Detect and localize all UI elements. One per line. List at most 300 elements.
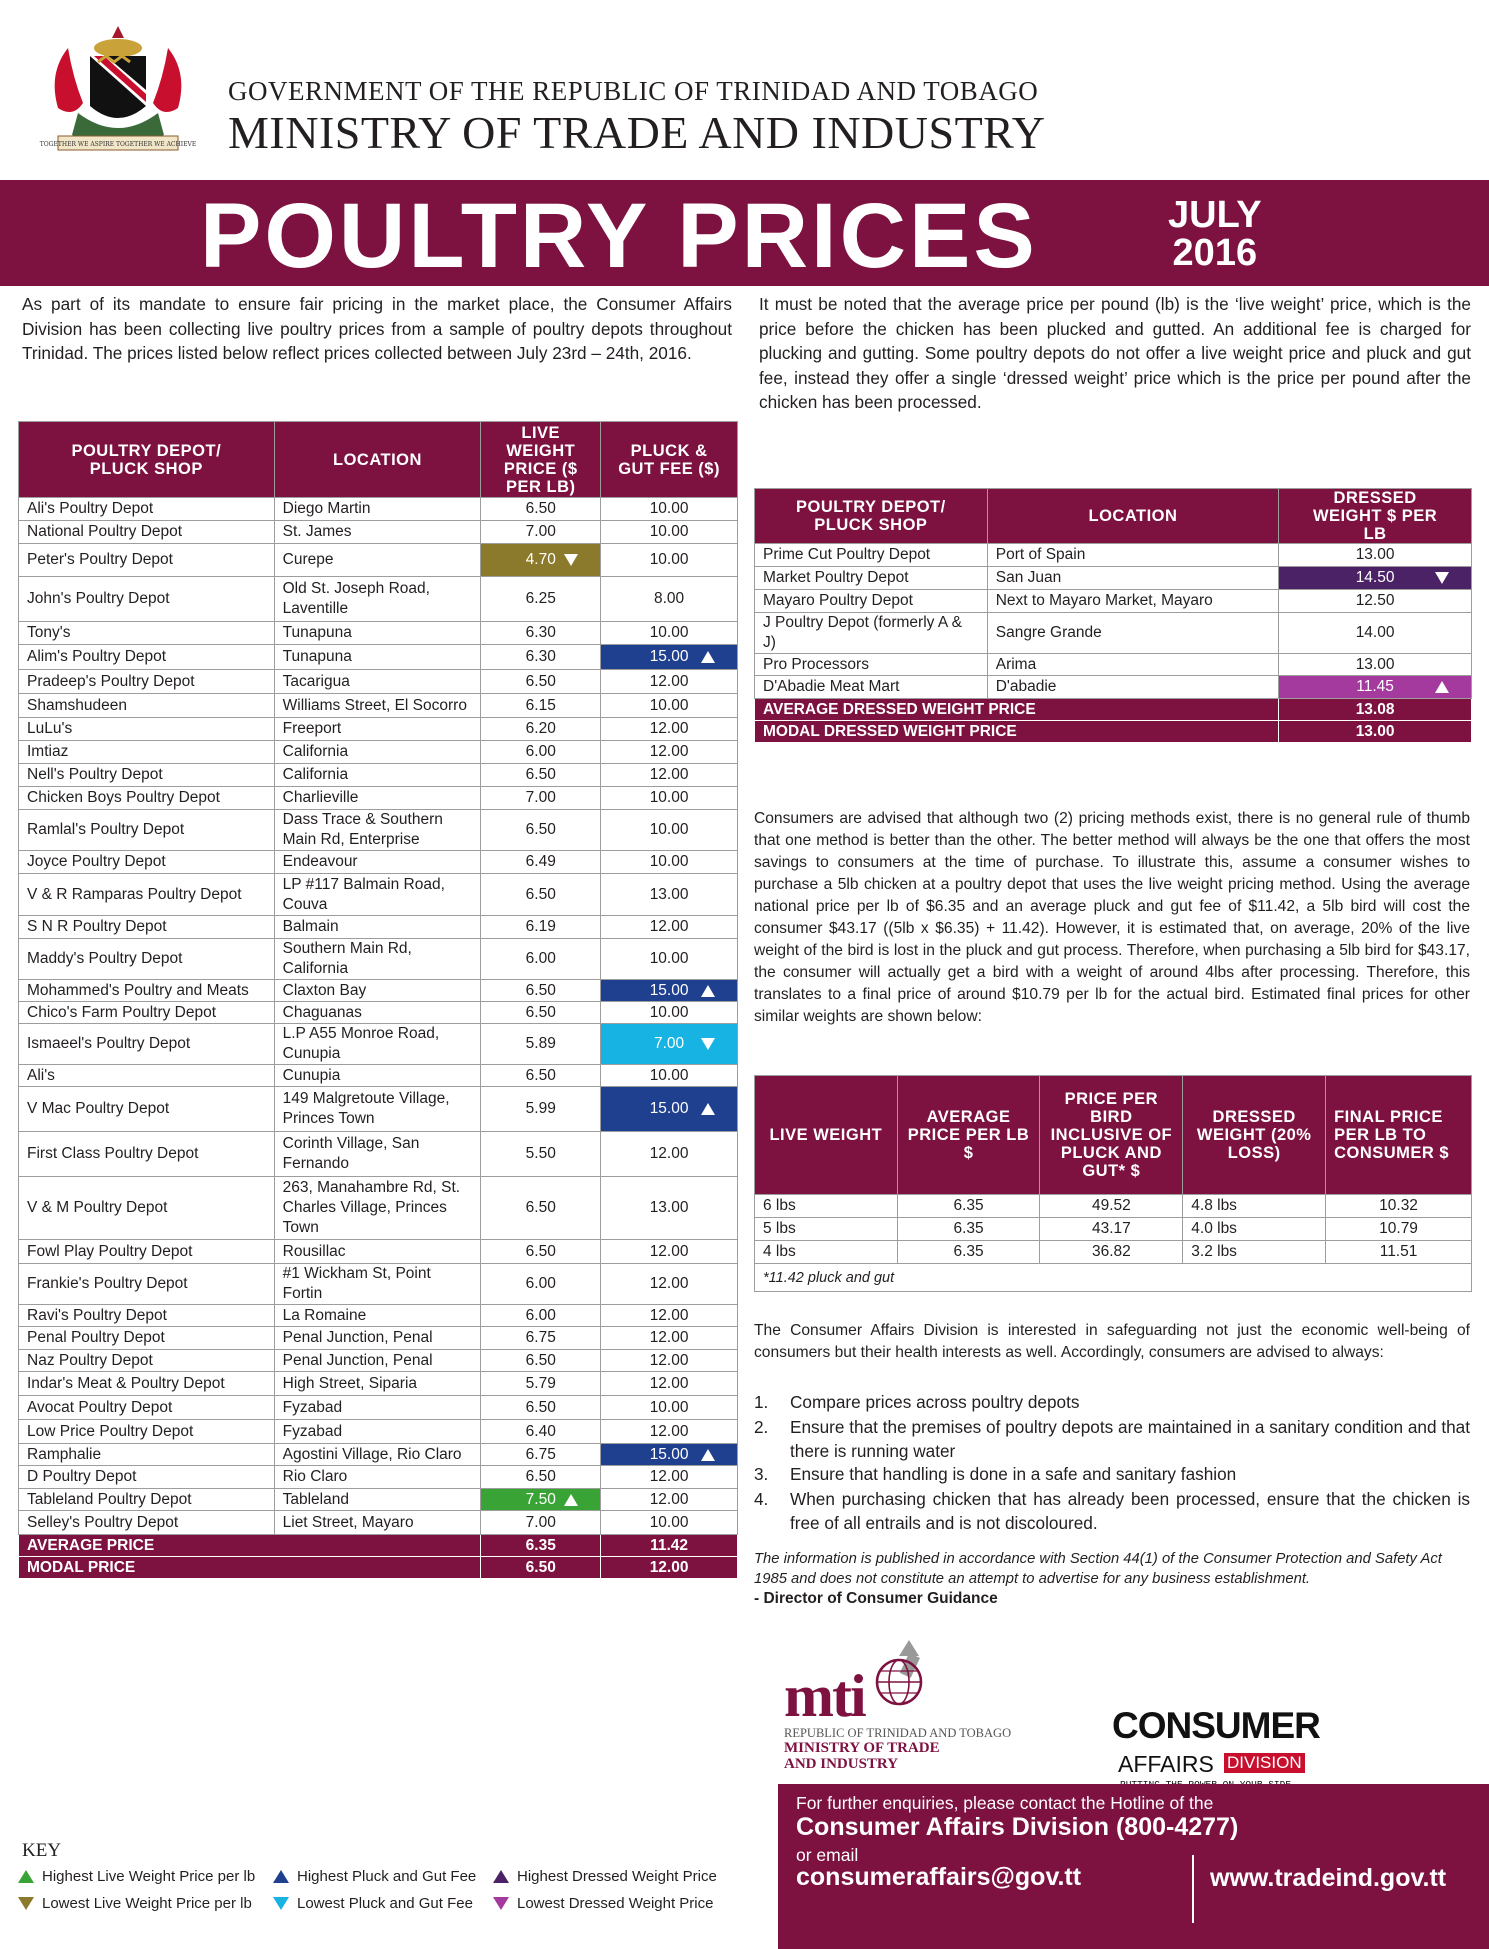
- fee-cell: 10.00: [601, 1065, 738, 1087]
- intro-left-paragraph: As part of its mandate to ensure fair pricing in the market place, the Consumer Affairs Division has been collecting live poultry prices from a sample of poultry depots throughout Trinidad. The prices listed below reflect prices collected between July 23rd – 24th, 2016.: [22, 294, 732, 363]
- table-row: [19, 764, 738, 787]
- location-cell: L.P A55 Monroe Road, Cunupia: [274, 1024, 481, 1065]
- legend-item: [493, 1895, 713, 1912]
- location-cell: Sangre Grande: [987, 613, 1278, 654]
- dressed-weight-table: [754, 488, 1472, 743]
- price-cell: 7.00: [481, 787, 601, 810]
- average-row: [19, 1535, 738, 1557]
- fee-cell: 12.00: [601, 1466, 738, 1489]
- depot-cell: Ismaeel's Poultry Depot: [19, 1024, 275, 1065]
- fee-cell: 15.00: [601, 1444, 738, 1466]
- depot-cell: Ramphalie: [19, 1444, 275, 1466]
- table-row: [19, 1177, 738, 1240]
- fee-cell: 13.00: [601, 1177, 738, 1240]
- fee-cell: 12.00: [601, 1305, 738, 1327]
- depot-cell: Joyce Poultry Depot: [19, 851, 275, 874]
- header-dressed-weight: DRESSED WEIGHT $ PER LB: [1279, 489, 1472, 544]
- table-row: [19, 622, 738, 645]
- table-row: [19, 718, 738, 741]
- price-cell: 6.00: [481, 1264, 601, 1305]
- fee-cell: 12.00: [601, 1240, 738, 1264]
- price-cell: 6.50: [481, 980, 601, 1002]
- intro-right-paragraph: It must be noted that the average price per pound (lb) is the ‘live weight’ price, which is the price before the chicken has been plucked and gutted. An additional fee is charged for plucking and gutting. Some poultry depots do not offer a live weight price and pluck and gut fee, instead they offer a single ‘dressed weight’ price which is the price per pound after the chicken has been processed.: [759, 294, 1471, 412]
- fee-cell: 12.00: [601, 916, 738, 939]
- fee-cell: 12.00: [601, 1327, 738, 1350]
- footer-website-link[interactable]: www.tradeind.gov.tt: [1210, 1864, 1447, 1892]
- triangle-down-icon: [701, 1038, 715, 1050]
- price-cell: 11.45: [1279, 676, 1472, 699]
- table-row: [19, 1466, 738, 1489]
- location-cell: Cunupia: [274, 1065, 481, 1087]
- depot-cell: Penal Poultry Depot: [19, 1327, 275, 1350]
- fee-cell: 10.00: [601, 851, 738, 874]
- depot-cell: J Poultry Depot (formerly A & J): [755, 613, 988, 654]
- price-cell: 6.25: [481, 577, 601, 622]
- triangle-up-icon: [273, 1870, 289, 1883]
- price-cell: 6.19: [481, 916, 601, 939]
- live-weight-cell: 5 lbs: [755, 1218, 898, 1241]
- list-number: 2.: [754, 1417, 769, 1437]
- footer-divider: [1192, 1855, 1194, 1923]
- table-row: [19, 577, 738, 622]
- location-cell: Fyzabad: [274, 1396, 481, 1420]
- live-weight-cell: 4 lbs: [755, 1241, 898, 1264]
- triangle-down-icon: [1435, 572, 1449, 584]
- price-cell: 6.50: [481, 1002, 601, 1024]
- triangle-down-icon: [493, 1897, 509, 1910]
- legend-label: Lowest Live Weight Price per lb: [42, 1895, 252, 1912]
- triangle-down-icon: [564, 554, 578, 566]
- price-cell: 6.30: [481, 645, 601, 670]
- table-row: [19, 1240, 738, 1264]
- location-cell: 263, Manahambre Rd, St. Charles Village, Princes Town: [274, 1177, 481, 1240]
- depot-cell: Mohammed's Poultry and Meats: [19, 980, 275, 1002]
- bird-price-cell: 36.82: [1040, 1241, 1183, 1264]
- table-row: [19, 1444, 738, 1466]
- location-cell: #1 Wickham St, Point Fortin: [274, 1264, 481, 1305]
- depot-cell: Tableland Poultry Depot: [19, 1489, 275, 1511]
- location-cell: Rio Claro: [274, 1466, 481, 1489]
- header-live-weight: LIVE WEIGHT PRICE ($ PER LB): [481, 422, 601, 498]
- location-cell: La Romaine: [274, 1305, 481, 1327]
- price-cell: 5.79: [481, 1372, 601, 1396]
- depot-cell: V Mac Poultry Depot: [19, 1087, 275, 1132]
- footer-email-link[interactable]: consumeraffairs@gov.tt: [796, 1863, 1082, 1891]
- table-row: [755, 676, 1472, 699]
- fee-cell: 10.00: [601, 1002, 738, 1024]
- price-cell: 7.00: [481, 1511, 601, 1535]
- depot-cell: Low Price Poultry Depot: [19, 1420, 275, 1444]
- average-price-cell: 6.35: [897, 1218, 1040, 1241]
- location-cell: Freeport: [274, 718, 481, 741]
- list-item: [754, 1462, 1470, 1486]
- legend-label: Lowest Dressed Weight Price: [517, 1895, 714, 1912]
- key-title: KEY: [22, 1840, 62, 1861]
- triangle-up-icon: [701, 985, 715, 997]
- table-row: [19, 670, 738, 694]
- price-cell: 6.75: [481, 1444, 601, 1466]
- list-text: Ensure that the premises of poultry depots are maintained in a sanitary condition and that there is running water: [790, 1417, 1470, 1461]
- location-cell: Arima: [987, 654, 1278, 676]
- fee-cell: 12.00: [601, 1489, 738, 1511]
- legend-item: [18, 1895, 252, 1912]
- table-row: [19, 810, 738, 851]
- header-depot: POULTRY DEPOT/ PLUCK SHOP: [755, 489, 988, 544]
- depot-cell: Ali's: [19, 1065, 275, 1087]
- table-row: [19, 741, 738, 764]
- footer-or-email: or email: [796, 1845, 859, 1865]
- legend-label: Highest Live Weight Price per lb: [42, 1868, 256, 1885]
- location-cell: D'abadie: [987, 676, 1278, 699]
- table-row: [19, 916, 738, 939]
- table-row: [19, 1511, 738, 1535]
- mti-subtitle: AND INDUSTRY: [784, 1756, 899, 1772]
- ca-wordmark: CONSUMER: [1112, 1705, 1320, 1746]
- location-cell: Port of Spain: [987, 544, 1278, 567]
- table-row: [19, 544, 738, 577]
- fee-cell: 10.00: [601, 1511, 738, 1535]
- triangle-up-icon: [701, 1449, 715, 1461]
- fee-cell: 12.00: [601, 1350, 738, 1372]
- depot-cell: Selley's Poultry Depot: [19, 1511, 275, 1535]
- table-row: [19, 874, 738, 916]
- price-cell: 6.75: [481, 1327, 601, 1350]
- table-row: [755, 590, 1472, 613]
- location-cell: Old St. Joseph Road, Laventille: [274, 577, 481, 622]
- table-row: [19, 521, 738, 544]
- fee-cell: 15.00: [601, 980, 738, 1002]
- table-row: [755, 1195, 1472, 1218]
- list-number: 3.: [754, 1464, 769, 1484]
- price-cell: 7.50: [481, 1489, 601, 1511]
- header-dressed-weight: DRESSED WEIGHT (20% LOSS): [1183, 1076, 1326, 1195]
- month-label: JULY: [1168, 194, 1262, 236]
- globe-icon: [864, 1640, 954, 1720]
- ca-affairs: AFFAIRS: [1118, 1751, 1214, 1777]
- fee-cell: 10.00: [601, 544, 738, 577]
- mti-wordmark: mti: [784, 1663, 865, 1729]
- location-cell: 149 Malgretoute Village, Princes Town: [274, 1087, 481, 1132]
- table-row: [755, 1218, 1472, 1241]
- location-cell: Chaguanas: [274, 1002, 481, 1024]
- depot-cell: Maddy's Poultry Depot: [19, 939, 275, 980]
- header-average-price: AVERAGE PRICE PER LB $: [897, 1076, 1040, 1195]
- depot-cell: D Poultry Depot: [19, 1466, 275, 1489]
- price-cell: 6.50: [481, 498, 601, 521]
- summary-fee: 12.00: [601, 1557, 738, 1579]
- price-cell: 5.50: [481, 1132, 601, 1177]
- triangle-up-icon: [701, 651, 715, 663]
- table-row: [19, 1305, 738, 1327]
- depot-cell: V & M Poultry Depot: [19, 1177, 275, 1240]
- price-cell: 14.50: [1279, 567, 1472, 590]
- list-text: Ensure that handling is done in a safe and sanitary fashion: [790, 1464, 1237, 1484]
- footer-enquiries: For further enquiries, please contact the Hotline of the: [796, 1793, 1214, 1813]
- table-row: [19, 1327, 738, 1350]
- triangle-up-icon: [493, 1870, 509, 1883]
- footnote: *11.42 pluck and gut: [755, 1264, 1472, 1292]
- header-pluck-fee: PLUCK & GUT FEE ($): [601, 422, 738, 498]
- fee-cell: 12.00: [601, 741, 738, 764]
- depot-cell: Chico's Farm Poultry Depot: [19, 1002, 275, 1024]
- ca-division: DIVISION: [1224, 1753, 1305, 1773]
- location-cell: Agostini Village, Rio Claro: [274, 1444, 481, 1466]
- price-cell: 6.50: [481, 764, 601, 787]
- price-cell: 7.00: [481, 521, 601, 544]
- depot-cell: V & R Ramparas Poultry Depot: [19, 874, 275, 916]
- list-text: Compare prices across poultry depots: [790, 1392, 1080, 1412]
- table-row: [19, 1350, 738, 1372]
- weight-comparison-table: [754, 1075, 1472, 1292]
- table-row: [19, 1087, 738, 1132]
- fee-cell: 12.00: [601, 718, 738, 741]
- health-intro: The Consumer Affairs Division is interested in safeguarding not just the economic well-being of consumers but their health interests as well. Accordingly, consumers are advised to always:: [754, 1322, 1470, 1361]
- legend-item: [273, 1895, 473, 1912]
- location-cell: Balmain: [274, 916, 481, 939]
- header-depot: POULTRY DEPOT/ PLUCK SHOP: [19, 422, 275, 498]
- location-cell: Claxton Bay: [274, 980, 481, 1002]
- price-cell: 6.50: [481, 1466, 601, 1489]
- depot-cell: Chicken Boys Poultry Depot: [19, 787, 275, 810]
- location-cell: California: [274, 764, 481, 787]
- depot-cell: Tony's: [19, 622, 275, 645]
- header-location: LOCATION: [987, 489, 1278, 544]
- depot-cell: Mayaro Poultry Depot: [755, 590, 988, 613]
- location-cell: St. James: [274, 521, 481, 544]
- fee-cell: 12.00: [601, 1264, 738, 1305]
- location-cell: Williams Street, El Socorro: [274, 694, 481, 718]
- date-label: [1168, 196, 1262, 272]
- table-row: [19, 1372, 738, 1396]
- price-cell: 6.15: [481, 694, 601, 718]
- fee-cell: 8.00: [601, 577, 738, 622]
- depot-cell: S N R Poultry Depot: [19, 916, 275, 939]
- fee-cell: 12.00: [601, 1420, 738, 1444]
- depot-cell: Fowl Play Poultry Depot: [19, 1240, 275, 1264]
- location-cell: Corinth Village, San Fernando: [274, 1132, 481, 1177]
- signoff: - Director of Consumer Guidance: [754, 1590, 998, 1607]
- depot-cell: D'Abadie Meat Mart: [755, 676, 988, 699]
- depot-cell: Peter's Poultry Depot: [19, 544, 275, 577]
- fee-cell: 15.00: [601, 1087, 738, 1132]
- legend-item: [493, 1868, 717, 1885]
- price-cell: 6.50: [481, 670, 601, 694]
- table-row: [19, 1002, 738, 1024]
- location-cell: Curepe: [274, 544, 481, 577]
- location-cell: Penal Junction, Penal: [274, 1327, 481, 1350]
- location-cell: Tacarigua: [274, 670, 481, 694]
- fee-cell: 15.00: [601, 645, 738, 670]
- fee-cell: 10.00: [601, 521, 738, 544]
- page-title: POULTRY PRICES: [200, 185, 1038, 287]
- fee-cell: 10.00: [601, 694, 738, 718]
- table-row: [755, 1241, 1472, 1264]
- fee-cell: 12.00: [601, 764, 738, 787]
- legend-label: Highest Pluck and Gut Fee: [297, 1868, 477, 1885]
- header-final-price: FINAL PRICE PER LB TO CONSUMER $: [1326, 1076, 1472, 1195]
- location-cell: Endeavour: [274, 851, 481, 874]
- location-cell: Fyzabad: [274, 1420, 481, 1444]
- price-cell: 6.00: [481, 1305, 601, 1327]
- price-cell: 12.50: [1279, 590, 1472, 613]
- location-cell: Tunapuna: [274, 622, 481, 645]
- triangle-up-icon: [701, 1103, 715, 1115]
- price-cell: 6.50: [481, 810, 601, 851]
- location-cell: Liet Street, Mayaro: [274, 1511, 481, 1535]
- fee-cell: 10.00: [601, 787, 738, 810]
- triangle-down-icon: [273, 1897, 289, 1910]
- location-cell: California: [274, 741, 481, 764]
- legend: [18, 1868, 758, 1928]
- table-row: [19, 1024, 738, 1065]
- price-cell: 5.89: [481, 1024, 601, 1065]
- price-cell: 6.50: [481, 1065, 601, 1087]
- footer-hotline: Consumer Affairs Division (800-4277): [796, 1813, 1239, 1841]
- depot-cell: Ali's Poultry Depot: [19, 498, 275, 521]
- live-weight-table: [18, 421, 738, 1579]
- disclaimer: The information is published in accordance with Section 44(1) of the Consumer Protection and Safety Act 1985 and does not constitute an attempt to advertise for any business establishment.: [754, 1551, 1442, 1587]
- location-cell: Penal Junction, Penal: [274, 1350, 481, 1372]
- fee-cell: 7.00: [601, 1024, 738, 1065]
- year-label: 2016: [1172, 232, 1258, 274]
- table-row: [19, 1132, 738, 1177]
- depot-cell: Indar's Meat & Poultry Depot: [19, 1372, 275, 1396]
- mti-subtitle: REPUBLIC OF TRINIDAD AND TOBAGO: [784, 1726, 1012, 1740]
- list-item: [754, 1390, 1470, 1414]
- depot-cell: National Poultry Depot: [19, 521, 275, 544]
- location-cell: LP #117 Balmain Road, Couva: [274, 874, 481, 916]
- price-cell: 13.00: [1279, 544, 1472, 567]
- table-row: [19, 645, 738, 670]
- summary-price: 13.00: [1279, 721, 1472, 743]
- list-number: 1.: [754, 1392, 769, 1412]
- table-row: [755, 567, 1472, 590]
- price-cell: 14.00: [1279, 613, 1472, 654]
- price-cell: 6.50: [481, 1177, 601, 1240]
- ministry-heading: MINISTRY OF TRADE AND INDUSTRY: [228, 107, 1046, 158]
- location-cell: Dass Trace & Southern Main Rd, Enterprise: [274, 810, 481, 851]
- depot-cell: Prime Cut Poultry Depot: [755, 544, 988, 567]
- price-cell: 6.50: [481, 1396, 601, 1420]
- fee-cell: 12.00: [601, 1132, 738, 1177]
- price-cell: 6.50: [481, 874, 601, 916]
- fee-cell: 10.00: [601, 939, 738, 980]
- legend-label: Lowest Pluck and Gut Fee: [297, 1895, 473, 1912]
- triangle-up-icon: [564, 1494, 578, 1506]
- fee-cell: 12.00: [601, 1372, 738, 1396]
- depot-cell: Ramlal's Poultry Depot: [19, 810, 275, 851]
- bird-price-cell: 43.17: [1040, 1218, 1183, 1241]
- mti-subtitle: MINISTRY OF TRADE: [784, 1740, 940, 1756]
- table-row: [19, 1420, 738, 1444]
- price-cell: 6.40: [481, 1420, 601, 1444]
- depot-cell: Naz Poultry Depot: [19, 1350, 275, 1372]
- table-row: [19, 851, 738, 874]
- summary-price: 13.08: [1279, 699, 1472, 721]
- table-row: [19, 787, 738, 810]
- depot-cell: Imtiaz: [19, 741, 275, 764]
- fee-cell: 10.00: [601, 810, 738, 851]
- average-price-cell: 6.35: [897, 1195, 1040, 1218]
- location-cell: Rousillac: [274, 1240, 481, 1264]
- summary-label: MODAL PRICE: [19, 1557, 481, 1579]
- depot-cell: Ravi's Poultry Depot: [19, 1305, 275, 1327]
- depot-cell: Shamshudeen: [19, 694, 275, 718]
- triangle-down-icon: [18, 1897, 34, 1910]
- final-price-cell: 10.79: [1326, 1218, 1472, 1241]
- depot-cell: Alim's Poultry Depot: [19, 645, 275, 670]
- table-row: [19, 1489, 738, 1511]
- average-row: [755, 699, 1472, 721]
- depot-cell: Nell's Poultry Depot: [19, 764, 275, 787]
- list-item: [754, 1415, 1470, 1463]
- fee-cell: 13.00: [601, 874, 738, 916]
- price-cell: 6.50: [481, 1350, 601, 1372]
- modal-row: [19, 1557, 738, 1579]
- average-price-cell: 6.35: [897, 1241, 1040, 1264]
- footnote-row: [755, 1264, 1472, 1292]
- header-location: LOCATION: [274, 422, 481, 498]
- list-number: 4.: [754, 1489, 769, 1509]
- table-row: [19, 1396, 738, 1420]
- table-row: [755, 544, 1472, 567]
- depot-cell: Avocat Poultry Depot: [19, 1396, 275, 1420]
- triangle-up-icon: [18, 1870, 34, 1883]
- legend-label: Highest Dressed Weight Price: [517, 1868, 717, 1885]
- dressed-weight-cell: 3.2 lbs: [1183, 1241, 1326, 1264]
- summary-price: 6.50: [481, 1557, 601, 1579]
- table-row: [19, 939, 738, 980]
- price-cell: 6.00: [481, 939, 601, 980]
- depot-cell: First Class Poultry Depot: [19, 1132, 275, 1177]
- legend-item: [18, 1868, 255, 1885]
- mti-logo: [784, 1640, 1074, 1770]
- price-cell: 13.00: [1279, 654, 1472, 676]
- summary-label: AVERAGE DRESSED WEIGHT PRICE: [755, 699, 1279, 721]
- coat-of-arms-icon: [38, 18, 198, 168]
- price-cell: 6.49: [481, 851, 601, 874]
- table-row: [755, 613, 1472, 654]
- depot-cell: Market Poultry Depot: [755, 567, 988, 590]
- price-cell: 6.00: [481, 741, 601, 764]
- table-row: [19, 498, 738, 521]
- fee-cell: 10.00: [601, 1396, 738, 1420]
- consumer-affairs-logo: [1110, 1705, 1360, 1785]
- svg-text:TOGETHER WE ASPIRE TOGETHER W: TOGETHER WE ASPIRE TOGETHER WE ACHIEVE: [39, 141, 197, 148]
- location-cell: Diego Martin: [274, 498, 481, 521]
- price-cell: 6.50: [481, 1240, 601, 1264]
- summary-label: MODAL DRESSED WEIGHT PRICE: [755, 721, 1279, 743]
- table-row: [19, 1065, 738, 1087]
- location-cell: Charlieville: [274, 787, 481, 810]
- table-row: [755, 654, 1472, 676]
- depot-cell: Pro Processors: [755, 654, 988, 676]
- location-cell: Southern Main Rd, California: [274, 939, 481, 980]
- live-weight-cell: 6 lbs: [755, 1195, 898, 1218]
- location-cell: Next to Mayaro Market, Mayaro: [987, 590, 1278, 613]
- depot-cell: Pradeep's Poultry Depot: [19, 670, 275, 694]
- list-item: [754, 1487, 1470, 1535]
- location-cell: High Street, Siparia: [274, 1372, 481, 1396]
- price-cell: 6.30: [481, 622, 601, 645]
- depot-cell: LuLu's: [19, 718, 275, 741]
- header-price-per-bird: PRICE PER BIRD INCLUSIVE OF PLUCK AND GUT* $: [1040, 1076, 1183, 1195]
- depot-cell: John's Poultry Depot: [19, 577, 275, 622]
- dressed-weight-cell: 4.8 lbs: [1183, 1195, 1326, 1218]
- table-row: [19, 694, 738, 718]
- advice-paragraph: Consumers are advised that although two (2) pricing methods exist, there is no general rule of thumb that one method is better than the other. The better method will always be the one that offers the most savings to consumers at the time of purchase. To illustrate this, assume a consumer wishes to purchase a 5lb chicken at a poultry depot that uses the live weight pricing method. Using the average national price per lb of $6.35 and an average pluck and gut fee of $11.42, a 5lb bird will cost the consumer $43.17 ((5lb x $6.35) + 11.42). However, it is estimated that, on average, 20% of the live weight of the bird is lost in the pluck and gut process. Therefore, when purchasing a 5lb bird for $43.17, the consumer will actually get a bird with a weight of around 4lbs after processing. Therefore, this translates to a final price of around $10.79 per lb for the actual bird. Estimated final prices for other similar weights are shown below:: [754, 810, 1470, 1025]
- location-cell: Tableland: [274, 1489, 481, 1511]
